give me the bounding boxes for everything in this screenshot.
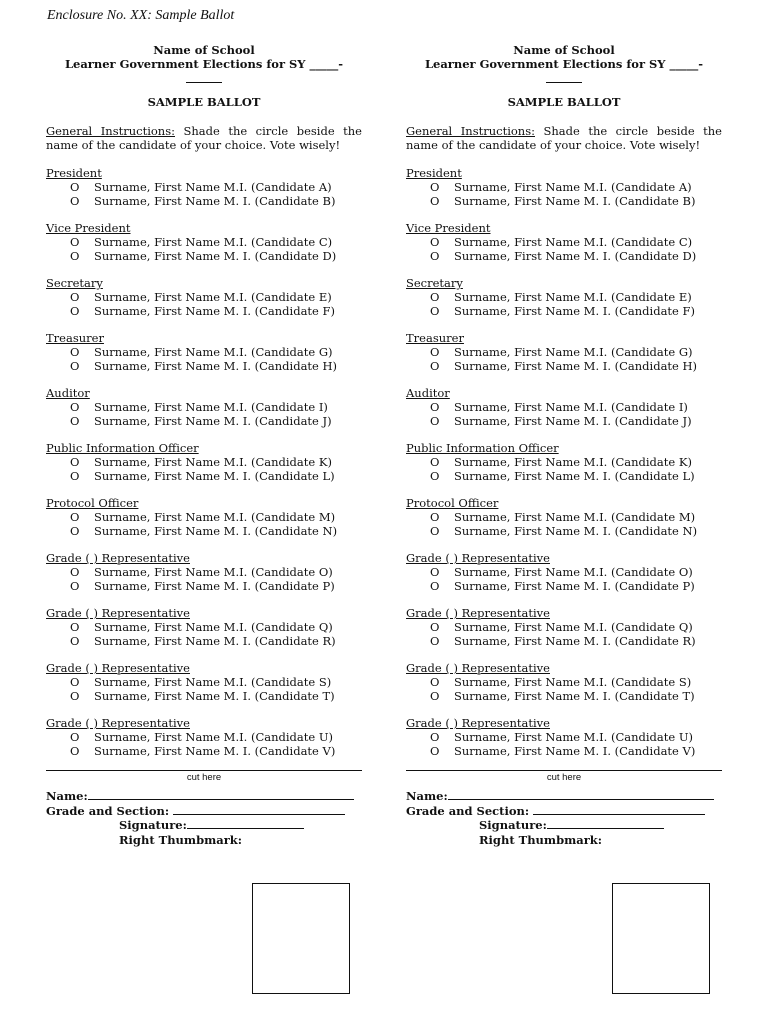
vote-circle[interactable]: O xyxy=(430,565,440,579)
position-block xyxy=(406,441,722,483)
candidate-row xyxy=(46,290,362,304)
signature-field[interactable] xyxy=(547,818,664,829)
position-title: Protocol Officer xyxy=(46,496,139,510)
position-title: Vice President xyxy=(406,221,491,235)
enclosure-title: Enclosure No. XX: Sample Ballot xyxy=(47,8,235,23)
position-title: President xyxy=(406,166,462,180)
school-name: Name of School xyxy=(153,43,255,57)
candidate-name: Surname, First Name M. I. (Candidate T) xyxy=(454,689,695,703)
candidate-name: Surname, First Name M. I. (Candidate L) xyxy=(454,469,695,483)
candidate-row xyxy=(406,290,722,304)
candidate-row xyxy=(406,565,722,579)
candidate-name: Surname, First Name M.I. (Candidate E) xyxy=(454,290,692,304)
candidate-name: Surname, First Name M.I. (Candidate O) xyxy=(94,565,333,579)
position-title: Grade ( ) Representative xyxy=(406,716,550,730)
candidate-name: Surname, First Name M.I. (Candidate U) xyxy=(454,730,694,744)
position-block xyxy=(406,551,722,593)
vote-circle[interactable]: O xyxy=(430,455,440,469)
candidate-name: Surname, First Name M.I. (Candidate U) xyxy=(94,730,334,744)
candidate-row xyxy=(46,345,362,359)
position-title: Grade ( ) Representative xyxy=(406,606,550,620)
vote-circle[interactable]: O xyxy=(430,290,440,304)
candidate-row xyxy=(46,675,362,689)
candidate-name: Surname, First Name M.I. (Candidate Q) xyxy=(454,620,693,634)
vote-circle[interactable]: O xyxy=(430,359,440,373)
candidate-name: Surname, First Name M.I. (Candidate C) xyxy=(94,235,333,249)
name-label: Name: xyxy=(406,789,448,803)
vote-circle[interactable]: O xyxy=(430,400,440,414)
vote-circle[interactable]: O xyxy=(70,469,80,483)
candidate-row xyxy=(406,304,722,318)
candidate-row xyxy=(406,744,722,758)
candidate-row xyxy=(46,730,362,744)
candidate-name: Surname, First Name M.I. (Candidate S) xyxy=(454,675,692,689)
ballot-right xyxy=(406,43,722,847)
candidate-name: Surname, First Name M. I. (Candidate T) xyxy=(94,689,335,703)
candidate-name: Surname, First Name M. I. (Candidate D) xyxy=(454,249,697,263)
vote-circle[interactable]: O xyxy=(70,744,80,758)
vote-circle[interactable]: O xyxy=(430,469,440,483)
signature-label: Signature: xyxy=(119,818,187,832)
sample-ballot-title: SAMPLE BALLOT xyxy=(507,95,621,109)
vote-circle[interactable]: O xyxy=(430,249,440,263)
vote-circle[interactable]: O xyxy=(430,414,440,428)
candidate-name: Surname, First Name M. I. (Candidate F) xyxy=(94,304,335,318)
candidate-name: Surname, First Name M. I. (Candidate N) xyxy=(454,524,698,538)
position-title: Treasurer xyxy=(406,331,464,345)
candidate-row xyxy=(46,400,362,414)
position-block xyxy=(46,276,362,318)
position-title: Secretary xyxy=(46,276,103,290)
vote-circle[interactable]: O xyxy=(430,620,440,634)
candidate-name: Surname, First Name M.I. (Candidate I) xyxy=(94,400,328,414)
position-block xyxy=(406,606,722,648)
election-title: Learner Government Elections for SY _____- xyxy=(424,57,704,71)
vote-circle[interactable]: O xyxy=(70,359,80,373)
vote-circle[interactable]: O xyxy=(430,304,440,318)
vote-circle[interactable]: O xyxy=(430,510,440,524)
candidate-row xyxy=(406,455,722,469)
candidate-row xyxy=(406,620,722,634)
candidate-name: Surname, First Name M.I. (Candidate Q) xyxy=(94,620,333,634)
thumbmark-box-right xyxy=(612,883,710,994)
grade-section-field[interactable] xyxy=(533,804,705,815)
grade-section-row xyxy=(46,804,362,819)
position-title: Auditor xyxy=(406,386,450,400)
candidate-name: Surname, First Name M.I. (Candidate G) xyxy=(94,345,333,359)
thumbmark-box-left xyxy=(252,883,350,994)
candidate-row xyxy=(46,524,362,538)
vote-circle[interactable]: O xyxy=(70,675,80,689)
candidate-name: Surname, First Name M. I. (Candidate P) xyxy=(94,579,335,593)
position-title: Grade ( ) Representative xyxy=(46,716,190,730)
vote-circle[interactable]: O xyxy=(430,524,440,538)
instructions-label: General Instructions: xyxy=(406,124,535,138)
candidate-row xyxy=(406,524,722,538)
vote-circle[interactable]: O xyxy=(70,565,80,579)
name-row xyxy=(406,789,722,804)
candidate-name: Surname, First Name M.I. (Candidate E) xyxy=(94,290,332,304)
candidate-name: Surname, First Name M. I. (Candidate H) xyxy=(94,359,338,373)
positions-list xyxy=(406,166,722,758)
vote-circle[interactable]: O xyxy=(430,345,440,359)
candidate-name: Surname, First Name M.I. (Candidate G) xyxy=(454,345,693,359)
candidate-row xyxy=(46,689,362,703)
position-title: Grade ( ) Representative xyxy=(406,661,550,675)
position-title: Grade ( ) Representative xyxy=(406,551,550,565)
candidate-name: Surname, First Name M.I. (Candidate C) xyxy=(454,235,693,249)
position-title: President xyxy=(46,166,102,180)
candidate-row xyxy=(46,194,362,208)
name-row xyxy=(46,789,362,804)
position-title: Grade ( ) Representative xyxy=(46,551,190,565)
signature-field[interactable] xyxy=(187,818,304,829)
grade-section-field[interactable] xyxy=(173,804,345,815)
name-label: Name: xyxy=(46,789,88,803)
candidate-name: Surname, First Name M. I. (Candidate J) xyxy=(94,414,332,428)
thumbmark-label: Right Thumbmark: xyxy=(119,832,243,847)
candidate-row xyxy=(46,565,362,579)
sample-ballot-title: SAMPLE BALLOT xyxy=(147,95,261,109)
candidate-name: Surname, First Name M.I. (Candidate S) xyxy=(94,675,332,689)
candidate-row xyxy=(46,620,362,634)
position-block xyxy=(406,276,722,318)
candidate-row xyxy=(46,359,362,373)
candidate-row xyxy=(46,510,362,524)
candidate-row xyxy=(46,414,362,428)
candidate-row xyxy=(406,510,722,524)
candidate-name: Surname, First Name M.I. (Candidate A) xyxy=(94,180,332,194)
candidate-name: Surname, First Name M. I. (Candidate R) xyxy=(454,634,696,648)
year-blank-line xyxy=(546,72,582,83)
election-title: Learner Government Elections for SY _____- xyxy=(64,57,344,71)
cut-line xyxy=(406,770,722,771)
candidate-name: Surname, First Name M.I. (Candidate K) xyxy=(94,455,332,469)
vote-circle[interactable]: O xyxy=(430,730,440,744)
candidate-name: Surname, First Name M. I. (Candidate F) xyxy=(454,304,695,318)
vote-circle[interactable]: O xyxy=(430,180,440,194)
vote-circle[interactable]: O xyxy=(430,194,440,208)
position-title: Protocol Officer xyxy=(406,496,499,510)
cut-line xyxy=(46,770,362,771)
position-block xyxy=(406,386,722,428)
candidate-name: Surname, First Name M. I. (Candidate V) xyxy=(454,744,696,758)
position-block xyxy=(406,661,722,703)
candidate-row xyxy=(406,675,722,689)
signature-label: Signature: xyxy=(479,818,547,832)
signature-row xyxy=(406,818,722,833)
vote-circle[interactable]: O xyxy=(70,730,80,744)
vote-circle[interactable]: O xyxy=(430,235,440,249)
position-block xyxy=(406,166,722,208)
position-block xyxy=(46,331,362,373)
instructions-text: Shade the circle beside the name of the candidate of your choice. Vote wisely! xyxy=(46,124,362,152)
position-block xyxy=(46,166,362,208)
candidate-row xyxy=(46,579,362,593)
position-title: Auditor xyxy=(46,386,90,400)
school-name: Name of School xyxy=(513,43,615,57)
candidate-row xyxy=(46,469,362,483)
grade-section-label: Grade and Section: xyxy=(406,803,534,818)
candidate-name: Surname, First Name M. I. (Candidate H) xyxy=(454,359,698,373)
candidate-name: Surname, First Name M.I. (Candidate A) xyxy=(454,180,692,194)
candidate-name: Surname, First Name M. I. (Candidate B) xyxy=(454,194,696,208)
thumbmark-row xyxy=(46,833,362,848)
candidate-row xyxy=(406,249,722,263)
candidate-row xyxy=(46,455,362,469)
position-block xyxy=(46,661,362,703)
candidate-row xyxy=(46,235,362,249)
vote-circle[interactable]: O xyxy=(70,235,80,249)
vote-circle[interactable]: O xyxy=(430,675,440,689)
candidate-row xyxy=(406,414,722,428)
vote-circle[interactable]: O xyxy=(70,400,80,414)
candidate-row xyxy=(46,304,362,318)
vote-circle[interactable]: O xyxy=(70,180,80,194)
position-title: Public Information Officer xyxy=(46,441,199,455)
candidate-row xyxy=(406,579,722,593)
candidate-row xyxy=(46,180,362,194)
vote-circle[interactable]: O xyxy=(70,579,80,593)
candidate-row xyxy=(406,469,722,483)
position-block xyxy=(46,386,362,428)
position-title: Grade ( ) Representative xyxy=(46,606,190,620)
vote-circle[interactable]: O xyxy=(430,579,440,593)
candidate-row xyxy=(406,634,722,648)
vote-circle[interactable]: O xyxy=(70,194,80,208)
candidate-name: Surname, First Name M.I. (Candidate K) xyxy=(454,455,692,469)
year-blank-line xyxy=(186,72,222,83)
cut-here-label: cut here xyxy=(546,772,582,783)
thumbmark-row xyxy=(406,833,722,848)
vote-circle[interactable]: O xyxy=(70,620,80,634)
general-instructions xyxy=(406,124,722,152)
position-title: Secretary xyxy=(406,276,463,290)
vote-circle[interactable]: O xyxy=(70,414,80,428)
thumbmark-label: Right Thumbmark: xyxy=(479,832,603,847)
candidate-row xyxy=(46,634,362,648)
candidate-row xyxy=(406,235,722,249)
vote-circle[interactable]: O xyxy=(70,290,80,304)
signature-row xyxy=(46,818,362,833)
candidate-name: Surname, First Name M. I. (Candidate N) xyxy=(94,524,338,538)
vote-circle[interactable]: O xyxy=(70,524,80,538)
general-instructions xyxy=(46,124,362,152)
candidate-name: Surname, First Name M. I. (Candidate P) xyxy=(454,579,695,593)
candidate-name: Surname, First Name M.I. (Candidate M) xyxy=(94,510,336,524)
position-block xyxy=(46,716,362,758)
vote-circle[interactable]: O xyxy=(70,689,80,703)
vote-circle[interactable]: O xyxy=(70,455,80,469)
vote-circle[interactable]: O xyxy=(430,689,440,703)
candidate-row xyxy=(406,359,722,373)
candidate-row xyxy=(46,249,362,263)
candidate-row xyxy=(46,744,362,758)
candidate-name: Surname, First Name M. I. (Candidate D) xyxy=(94,249,337,263)
position-block xyxy=(406,716,722,758)
candidate-name: Surname, First Name M. I. (Candidate L) xyxy=(94,469,335,483)
vote-circle[interactable]: O xyxy=(70,249,80,263)
grade-section-label: Grade and Section: xyxy=(46,803,174,818)
candidate-name: Surname, First Name M.I. (Candidate M) xyxy=(454,510,696,524)
candidate-row xyxy=(406,180,722,194)
candidate-name: Surname, First Name M. I. (Candidate J) xyxy=(454,414,692,428)
position-title: Vice President xyxy=(46,221,131,235)
candidate-name: Surname, First Name M.I. (Candidate I) xyxy=(454,400,688,414)
position-block xyxy=(46,551,362,593)
candidate-name: Surname, First Name M. I. (Candidate V) xyxy=(94,744,336,758)
position-block xyxy=(46,221,362,263)
position-block xyxy=(46,441,362,483)
instructions-label: General Instructions: xyxy=(46,124,175,138)
position-title: Grade ( ) Representative xyxy=(46,661,190,675)
vote-circle[interactable]: O xyxy=(430,744,440,758)
position-block xyxy=(406,221,722,263)
position-title: Treasurer xyxy=(46,331,104,345)
candidate-name: Surname, First Name M. I. (Candidate R) xyxy=(94,634,336,648)
candidate-row xyxy=(406,730,722,744)
candidate-row xyxy=(406,194,722,208)
name-field[interactable] xyxy=(88,789,354,800)
position-block xyxy=(406,496,722,538)
name-field[interactable] xyxy=(448,789,714,800)
ballot-left xyxy=(46,43,362,847)
vote-circle[interactable]: O xyxy=(70,304,80,318)
position-title: Public Information Officer xyxy=(406,441,559,455)
candidate-name: Surname, First Name M. I. (Candidate B) xyxy=(94,194,336,208)
candidate-row xyxy=(406,400,722,414)
candidate-row xyxy=(406,345,722,359)
cut-here-label: cut here xyxy=(186,772,222,783)
position-block xyxy=(46,606,362,648)
candidate-name: Surname, First Name M.I. (Candidate O) xyxy=(454,565,693,579)
vote-circle[interactable]: O xyxy=(70,510,80,524)
vote-circle[interactable]: O xyxy=(430,634,440,648)
position-block xyxy=(406,331,722,373)
grade-section-row xyxy=(406,804,722,819)
instructions-text: Shade the circle beside the name of the candidate of your choice. Vote wisely! xyxy=(406,124,722,152)
position-block xyxy=(46,496,362,538)
vote-circle[interactable]: O xyxy=(70,634,80,648)
vote-circle[interactable]: O xyxy=(70,345,80,359)
positions-list xyxy=(46,166,362,758)
candidate-row xyxy=(406,689,722,703)
